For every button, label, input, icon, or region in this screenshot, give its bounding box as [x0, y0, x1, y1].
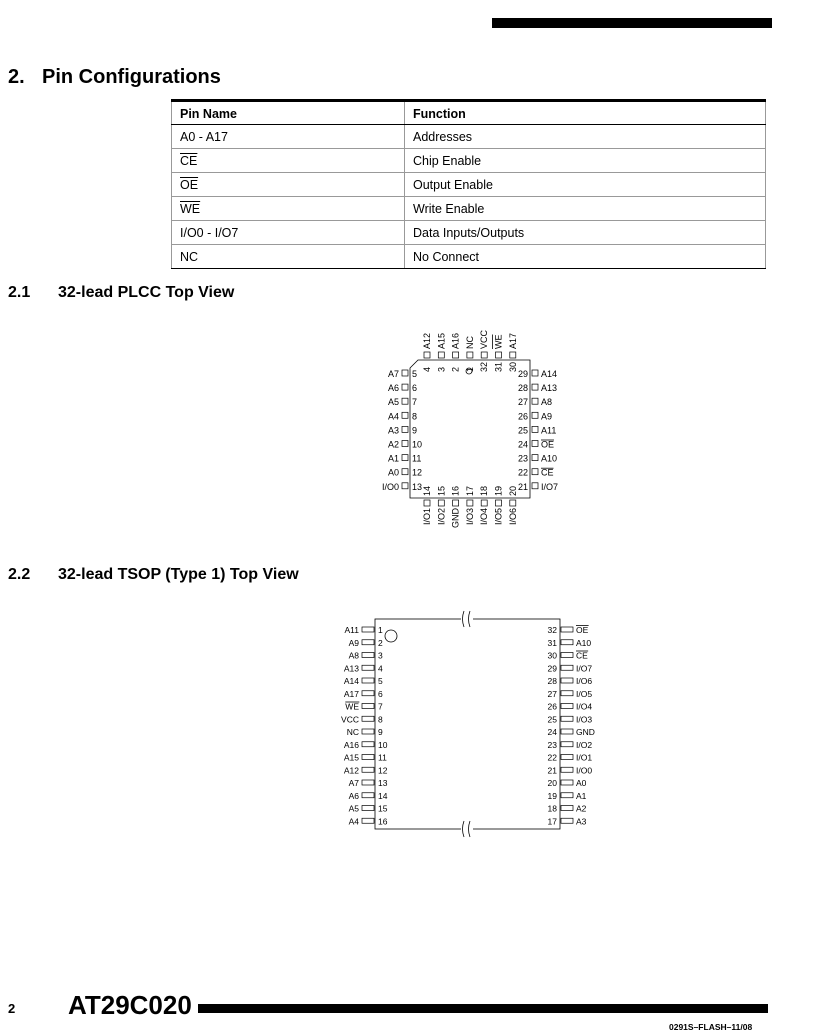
tsop-pin-label: A6 — [348, 790, 359, 801]
tsop-pin-label: I/O3 — [576, 714, 593, 725]
pin-function-cell: Output Enable — [405, 173, 766, 197]
plcc-pin-number: 14 — [422, 485, 432, 496]
plcc-pin-pad — [510, 352, 516, 358]
tsop-pin-number: 2 — [378, 637, 383, 648]
plcc-pin-label: I/O4 — [479, 508, 490, 526]
tsop-pin-label: VCC — [341, 714, 359, 725]
pin-table-header: Pin Name — [172, 101, 405, 125]
plcc-pin-number: 23 — [517, 453, 528, 464]
tsop-pin-label: I/O6 — [576, 676, 593, 686]
tsop-pin-pad — [561, 627, 573, 632]
footer-bar — [198, 1004, 768, 1013]
header-bar — [492, 18, 772, 28]
plcc-pin-number: 19 — [493, 485, 504, 496]
tsop-pin-pad — [362, 806, 374, 811]
tsop-pin-pad — [362, 716, 374, 721]
pin-table-row — [172, 245, 766, 269]
tsop-pin-label: A0 — [576, 778, 587, 788]
pin-function-cell: Write Enable — [405, 197, 766, 221]
plcc-pin-label: I/O5 — [493, 508, 504, 526]
plcc-pin-number: 12 — [412, 467, 423, 478]
tsop-pin-label: A9 — [348, 637, 359, 648]
plcc-pin-pad — [402, 412, 408, 418]
plcc-pin-label: A5 — [387, 397, 399, 408]
tsop-pin-number: 6 — [378, 688, 383, 699]
tsop-pin-label: A13 — [343, 663, 359, 674]
plcc-pin-label: A11 — [541, 425, 557, 436]
tsop-pin-label: NC — [346, 727, 359, 737]
plcc-pin-number: 1 — [464, 366, 475, 372]
tsop-pin-pad — [362, 780, 374, 785]
plcc-pin-pad — [402, 384, 408, 390]
tsop-pin-pad — [561, 691, 573, 696]
pin-name-cell: NC — [172, 245, 405, 269]
tsop-pin-pad — [362, 640, 374, 645]
tsop-pin-pad — [561, 780, 573, 785]
plcc-pin-pad — [532, 483, 538, 489]
tsop-pin-number: 12 — [378, 765, 388, 776]
plcc-pin-pad — [402, 398, 408, 404]
plcc-pin-number: 31 — [493, 361, 504, 372]
tsop-pin-label: GND — [576, 727, 595, 737]
tsop-pin-pad — [362, 729, 374, 734]
tsop-pin-pad — [561, 806, 573, 811]
pin-table-header: Function — [405, 101, 766, 125]
tsop-pin-pad — [362, 627, 374, 632]
plcc-pin-number: 5 — [412, 369, 418, 379]
pin-name-cell: I/O0 - I/O7 — [172, 221, 405, 245]
tsop-pin-pad — [362, 793, 374, 798]
pin-table-row — [172, 149, 766, 173]
pin-table-row — [172, 173, 766, 197]
pin-function-cell: Data Inputs/Outputs — [405, 221, 766, 245]
tsop-pin-number: 27 — [547, 688, 557, 699]
plcc-pin-label: OE — [541, 439, 555, 450]
plcc-pin-label: I/O6 — [507, 508, 518, 526]
tsop-pin-pad — [561, 704, 573, 709]
tsop-pin-label: I/O7 — [576, 663, 593, 674]
plcc-pin-pad — [532, 398, 538, 404]
tsop-pin-number: 16 — [378, 816, 388, 827]
tsop-pin-pad — [362, 665, 374, 670]
tsop-pin-label: A7 — [348, 778, 359, 788]
tsop-pin-label: OE — [576, 625, 589, 635]
plcc-pin-label: A9 — [541, 411, 553, 422]
plcc-pin-number: 22 — [517, 467, 528, 478]
document-id: 0291S–FLASH–11/08 — [669, 1022, 753, 1032]
tsop-pin-label: A10 — [576, 637, 592, 648]
tsop-pin-label: A14 — [343, 676, 359, 686]
tsop-pin-pad — [561, 729, 573, 734]
plcc-pin-pad — [453, 352, 459, 358]
plcc-pin-label: I/O7 — [541, 481, 559, 492]
tsop-pin-number: 26 — [547, 701, 557, 712]
tsop-pin-pad — [561, 640, 573, 645]
tsop-pin-number: 29 — [547, 663, 557, 674]
tsop-pin-label: I/O4 — [576, 701, 593, 712]
plcc-pin-number: 16 — [450, 485, 461, 496]
tsop-pin-label: I/O5 — [576, 688, 593, 699]
plcc-pin-label: A0 — [387, 467, 399, 478]
plcc-pin-number: 21 — [517, 481, 528, 492]
plcc-pin-number: 11 — [412, 453, 422, 464]
plcc-pin-number: 28 — [517, 383, 528, 394]
plcc-pin-pad — [424, 352, 430, 358]
tsop-pin-number: 30 — [547, 650, 557, 661]
tsop-pin-pad — [362, 755, 374, 760]
tsop-pin-number: 31 — [547, 637, 557, 648]
tsop-pin-label: A5 — [348, 803, 359, 814]
plcc-pin-pad — [424, 500, 430, 506]
page-number: 2 — [8, 1001, 16, 1016]
tsop-pin-number: 24 — [547, 727, 557, 737]
plcc-pin-label: A12 — [422, 332, 432, 349]
plcc-pin-pad — [453, 500, 459, 506]
tsop-pin-pad — [561, 742, 573, 747]
tsop-pin-number: 21 — [547, 765, 557, 776]
plcc-pin-pad — [532, 469, 538, 475]
tsop-pin-pad — [362, 818, 374, 823]
plcc-pin-pad — [532, 455, 538, 461]
tsop-pin-pad — [561, 678, 573, 683]
plcc-pin-number: 4 — [422, 366, 432, 372]
tsop-pin-label: I/O1 — [576, 752, 593, 763]
tsop-pin-pad — [362, 653, 374, 658]
plcc-pin-pad — [532, 384, 538, 390]
plcc-pin-number: 2 — [450, 366, 461, 372]
plcc-pin-label: A6 — [387, 383, 399, 394]
plcc-pin-pad — [467, 352, 473, 358]
plcc-body — [410, 360, 530, 498]
plcc-pin-label: A3 — [387, 425, 399, 436]
plcc-pin-label: I/O1 — [422, 508, 432, 526]
part-number: AT29C020 — [68, 990, 192, 1020]
tsop-pin-pad — [561, 755, 573, 760]
tsop-pin-number: 19 — [547, 790, 557, 801]
plcc-pin-number: 25 — [517, 425, 528, 436]
tsop-pin-label: A2 — [576, 803, 587, 814]
tsop-pin-label: A8 — [348, 650, 359, 661]
plcc-pin-label: I/O2 — [436, 508, 447, 526]
tsop-pin-label: A11 — [344, 625, 359, 635]
tsop-pin-number: 28 — [547, 676, 557, 686]
plcc-pin-pad — [481, 500, 487, 506]
tsop-pin-pad — [561, 767, 573, 772]
plcc-pin-label: WE — [493, 334, 504, 349]
plcc-pin-pad — [532, 426, 538, 432]
tsop-pin-pad — [362, 704, 374, 709]
plcc-pin-number: 17 — [464, 485, 475, 496]
tsop-pin-number: 10 — [378, 739, 388, 750]
plcc-pin-number: 15 — [436, 485, 447, 496]
tsop-pin-number: 15 — [378, 803, 388, 814]
plcc-pin-label: A8 — [541, 397, 553, 408]
tsop-pin-number: 13 — [378, 778, 388, 788]
plcc-pin-label: NC — [464, 336, 475, 349]
tsop-pin-label: A4 — [348, 816, 359, 827]
tsop-pin-label: I/O0 — [576, 765, 593, 776]
tsop-pin-label: A16 — [343, 739, 359, 750]
plcc-pinout-diagram — [350, 320, 570, 538]
tsop-pin-number: 9 — [378, 727, 383, 737]
plcc-pin-label: A13 — [541, 383, 558, 394]
pin-function-cell: Addresses — [405, 125, 766, 149]
pin-table-header-row — [172, 101, 766, 125]
tsop-pin-number: 17 — [547, 816, 557, 827]
tsop-pin-number: 8 — [378, 714, 383, 725]
tsop-pin-pad — [561, 716, 573, 721]
plcc-pin-label: A15 — [436, 332, 447, 349]
plcc-pin-label: I/O0 — [381, 481, 399, 492]
tsop-pin-number: 7 — [378, 701, 383, 712]
tsop-body — [375, 619, 560, 829]
pin-name-cell: $\overline{CE}$ — [172, 149, 405, 173]
plcc-pin-label: A4 — [387, 411, 399, 422]
plcc-pin-number: 9 — [412, 425, 418, 436]
plcc-pin-number: 27 — [517, 397, 528, 408]
tsop-pin-pad — [362, 742, 374, 747]
tsop-pin-pad — [561, 653, 573, 658]
tsop-pin-number: 25 — [547, 714, 557, 725]
tsop-pin-label: A12 — [343, 765, 359, 776]
tsop-pin-pad — [561, 793, 573, 798]
tsop-pin-number: 22 — [547, 752, 557, 763]
pin-name-cell: A0 - A17 — [172, 125, 405, 149]
tsop-pin-label: WE — [345, 701, 359, 712]
pin-table — [171, 99, 766, 269]
section-title-pin-configurations: 2. Pin Configurations — [8, 66, 221, 88]
plcc-pin-number: 32 — [479, 361, 490, 372]
pin1-marker — [385, 630, 397, 642]
plcc-pin-number: 24 — [517, 439, 528, 450]
plcc-pin-number: 26 — [517, 411, 528, 422]
plcc-pin-label: A1 — [387, 453, 399, 464]
tsop-pin-pad — [362, 678, 374, 683]
tsop-pin-label: A1 — [576, 790, 587, 801]
plcc-pin-pad — [510, 500, 516, 506]
pin-function-cell: Chip Enable — [405, 149, 766, 173]
plcc-pin-number: 13 — [412, 481, 423, 492]
plcc-pin-label: A7 — [387, 369, 399, 379]
section-title-tsop: 2.2 32-lead TSOP (Type 1) Top View — [8, 566, 299, 583]
tsop-pin-label: I/O2 — [576, 739, 593, 750]
plcc-pin-label: VCC — [479, 329, 490, 349]
plcc-pin-label: A16 — [450, 332, 461, 349]
tsop-pin-label: A17 — [343, 688, 359, 699]
pin-table-row — [172, 197, 766, 221]
plcc-pin-label: CE — [541, 467, 554, 478]
tsop-pin-number: 11 — [378, 752, 387, 763]
plcc-pin-pad — [532, 412, 538, 418]
tsop-pin-number: 4 — [378, 663, 383, 674]
plcc-pin-number: 8 — [412, 411, 418, 422]
plcc-pin-pad — [402, 441, 408, 447]
plcc-pin-pad — [402, 426, 408, 432]
plcc-pin-label: I/O3 — [464, 508, 475, 526]
tsop-pin-label: A3 — [576, 816, 587, 827]
pin-table-row — [172, 221, 766, 245]
plcc-pin-label: A14 — [541, 369, 558, 379]
plcc-pin-pad — [532, 441, 538, 447]
tsop-pin-number: 5 — [378, 676, 383, 686]
tsop-pin-pad — [561, 665, 573, 670]
pin-function-cell: No Connect — [405, 245, 766, 269]
plcc-pin-label: A17 — [507, 332, 518, 349]
plcc-pin-number: 20 — [507, 485, 518, 496]
plcc-pin-pad — [438, 500, 444, 506]
plcc-pin-number: 18 — [479, 485, 490, 496]
pin-name-cell: $\overline{WE}$ — [172, 197, 405, 221]
tsop-pin-number: 1 — [378, 625, 383, 635]
tsop-pin-pad — [362, 767, 374, 772]
tsop-pin-number: 32 — [547, 625, 557, 635]
plcc-pin-pad — [496, 352, 502, 358]
plcc-pin-pad — [402, 455, 408, 461]
tsop-pin-pad — [561, 818, 573, 823]
tsop-pin-number: 18 — [547, 803, 557, 814]
plcc-pin-pad — [402, 370, 408, 376]
tsop-pin-number: 14 — [378, 790, 388, 801]
tsop-pinout-diagram — [330, 605, 620, 843]
plcc-pin-pad — [438, 352, 444, 358]
plcc-pin-number: 29 — [517, 369, 528, 379]
pin-table-row — [172, 125, 766, 149]
plcc-pin-pad — [402, 469, 408, 475]
plcc-pin-pad — [532, 370, 538, 376]
section-title-plcc: 2.1 32-lead PLCC Top View — [8, 284, 235, 301]
plcc-pin-number: 7 — [412, 397, 418, 408]
tsop-pin-number: 3 — [378, 650, 383, 661]
tsop-pin-label: CE — [576, 650, 588, 661]
plcc-pin-label: A2 — [387, 439, 399, 450]
plcc-pin-pad — [467, 500, 473, 506]
plcc-pin-label: A10 — [541, 453, 558, 464]
tsop-pin-pad — [362, 691, 374, 696]
tsop-pin-number: 20 — [547, 778, 557, 788]
plcc-pin-pad — [402, 483, 408, 489]
plcc-pin-label: GND — [450, 508, 461, 528]
plcc-pin-pad — [481, 352, 487, 358]
plcc-pin-number: 6 — [412, 383, 418, 394]
tsop-pin-number: 23 — [547, 739, 557, 750]
plcc-pin-number: 30 — [507, 361, 518, 372]
tsop-pin-label: A15 — [343, 752, 359, 763]
pin-name-cell: $\overline{OE}$ — [172, 173, 405, 197]
plcc-pin-number: 10 — [412, 439, 423, 450]
plcc-pin-pad — [496, 500, 502, 506]
plcc-pin-number: 3 — [436, 366, 447, 372]
